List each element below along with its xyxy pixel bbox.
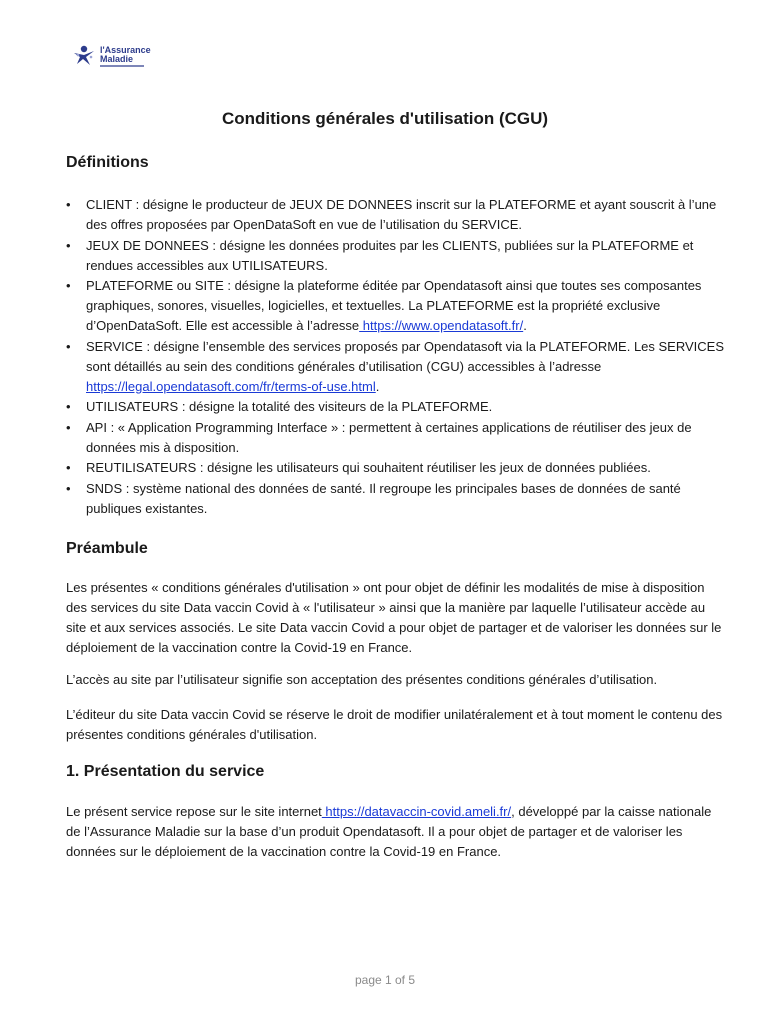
definitions-heading: Définitions xyxy=(66,154,149,171)
definition-text: SERVICE : désigne l’ensemble des services proposés par Opendatasoft via la PLATEFORME. Les SERVICES sont détaillés au sein des conditions générales d’utilisation (CGU) accessibles à l’adresse xyxy=(86,338,725,374)
definition-text: CLIENT : désigne le producteur de JEUX DE DONNEES inscrit sur la PLATEFORME et ayant souscrit à l’une des offres proposées par OpenDataSoft en vue de l’utilisation du SERVICE. xyxy=(86,197,717,232)
datavaccin-link[interactable]: https://datavaccin-covid.ameli.fr/ xyxy=(321,804,512,819)
bullet-icon: • xyxy=(66,480,71,496)
presentation-paragraph xyxy=(66,802,726,862)
bullet-icon: • xyxy=(66,237,71,253)
figure-icon xyxy=(72,44,96,66)
page-title: Conditions générales d'utilisation (CGU) xyxy=(221,109,549,128)
preambule-heading: Préambule xyxy=(66,540,148,557)
bullet-icon: • xyxy=(66,338,71,354)
definition-text: JEUX DE DONNEES : désigne les données produites par les CLIENTS, publiées sur la PLATEFORME et rendues accessibles aux UTILISATEURS. xyxy=(86,237,694,273)
bullet-icon: • xyxy=(66,278,71,293)
definition-link[interactable]: https://www.opendatasoft.fr/ xyxy=(359,318,524,333)
presentation-heading: 1. Présentation du service xyxy=(66,763,265,780)
definition-item xyxy=(66,236,726,276)
definition-text-after: . xyxy=(523,318,527,333)
definition-text: REUTILISATEURS : désigne les utilisateurs qui souhaitent réutiliser les jeux de données publiées. xyxy=(86,460,651,475)
page-number: page 1 of 5 xyxy=(354,973,416,987)
preambule-paragraph-2: L’accès au site par l’utilisateur signifie son acceptation des présentes conditions générales d’utilisation. xyxy=(66,672,658,687)
definition-text: API : « Application Programming Interface » : permettent à certaines applications de réutiliser des jeux de données mis à disposition. xyxy=(86,419,692,455)
definition-link[interactable]: https://legal.opendatasoft.com/fr/terms-of-use.html xyxy=(86,378,376,394)
definition-text: UTILISATEURS : désigne la totalité des visiteurs de la PLATEFORME. xyxy=(86,399,493,414)
definitions-list xyxy=(66,195,726,519)
definition-item xyxy=(66,479,726,519)
definition-item xyxy=(66,397,726,417)
bullet-icon: • xyxy=(66,197,71,212)
bullet-icon: • xyxy=(66,419,71,435)
presentation-text-after: , développé par la caisse nationale de l’Assurance Maladie sur la base d’un produit Opendatasoft. Il a pour objet de partager et de valoriser les données sur le déploiement de la vaccination contre la Covid-19 en France. xyxy=(66,804,712,859)
definition-item xyxy=(66,337,726,397)
preambule-paragraph-3: L’éditeur du site Data vaccin Covid se réserve le droit de modifier unilatéralement et à tout moment le contenu des présentes conditions générales d'utilisation. xyxy=(66,707,723,742)
definition-text-after: . xyxy=(375,378,380,394)
logo-tagline-bar xyxy=(100,65,144,67)
definition-item xyxy=(66,195,726,235)
definition-text: SNDS : système national des données de santé. Il regroupe les principales bases de données de santé publiques existantes. xyxy=(86,480,681,516)
presentation-text-before: Le présent service repose sur le site internet xyxy=(66,804,322,819)
bullet-icon: • xyxy=(66,399,71,414)
preambule-paragraph-1: Les présentes « conditions générales d'utilisation » ont pour objet de définir les modalités de mise à disposition des services du site Data vaccin Covid à « l'utilisateur » ainsi que la manière par laquelle l’utilisateur accède au site et aux services associés. Le site Data vaccin Covid a pour objet de partager et de valoriser les données sur le déploiement de la vaccination contre la Covid-19 en France. xyxy=(66,580,722,655)
logo-text: l'Assurance Maladie xyxy=(100,45,151,64)
definition-text: PLATEFORME ou SITE : désigne la plateforme éditée par Opendatasoft ainsi que toutes ses composantes graphiques, sonores, visuelles, logicielles, et textuelles. La PLATEFORME est la propriété exclusive d’OpenDataSoft. Elle est accessible à l’adresse xyxy=(86,278,702,333)
definition-item xyxy=(66,276,726,336)
definition-item xyxy=(66,458,726,478)
assurance-maladie-logo xyxy=(72,42,152,72)
definition-item xyxy=(66,418,726,458)
bullet-icon: • xyxy=(66,460,71,475)
